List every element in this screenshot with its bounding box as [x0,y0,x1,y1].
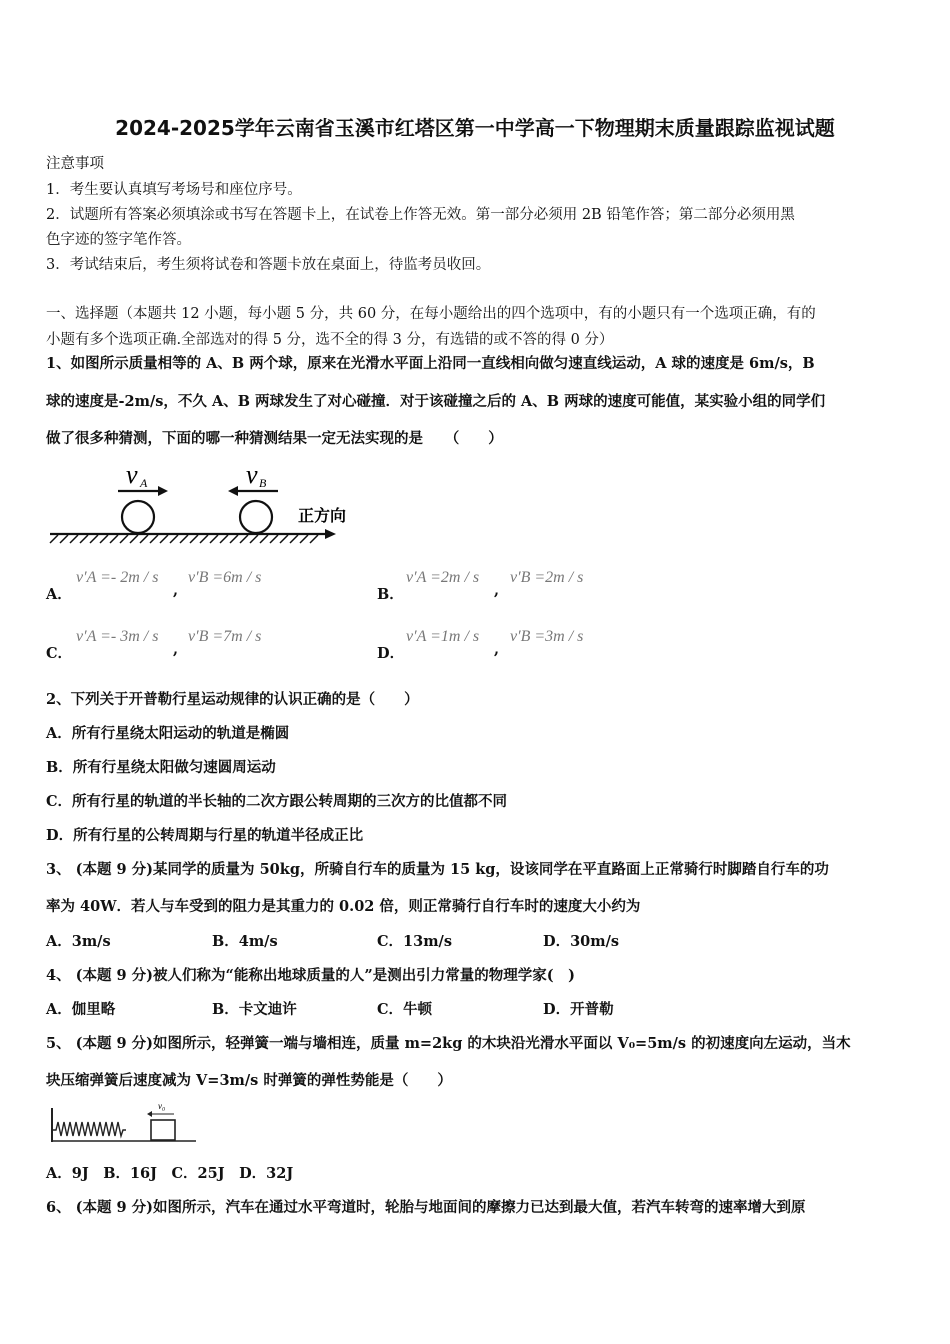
option-math: v′A =- 3m / s [76,628,159,645]
arrowhead-left-icon [228,486,238,496]
question-1-stem: 1、如图所示质量相等的 A、B 两个球，原来在光滑水平面上沿同一直线相向做匀速直线运动，A 球的速度是 6m/s，B [46,355,815,372]
option-letter: D． [377,645,405,662]
question-1-stem: 做了很多种猜测，下面的哪一种猜测结果一定无法实现的是 （ ） [46,430,503,447]
question-1-stem: 球的速度是-2m/s，不久 A、B 两球发生了对心碰撞．对于该碰撞之后的 A、B 两球的速度可能值，某实验小组的同学们 [46,393,826,410]
question-2-stem: 2、下列关于开普勒行星运动规律的认识正确的是（ ） [46,691,419,708]
question-4-option: D．开普勒 [543,1001,614,1018]
velocity-b-label [246,460,267,490]
question-2-option: A．所有行星绕太阳运动的轨道是椭圆 [46,725,290,742]
section-heading: 一、选择题（本题共 12 小题，每小题 5 分，共 60 分，在每小题给出的四个选项中，有的小题只有一个选项正确，有的 [46,306,816,322]
option-math: v′A =2m / s [406,569,480,586]
ground-hatching [50,535,318,543]
svg-text:A: A [140,476,148,490]
question-4-option: B．卡文迪许 [212,1001,297,1018]
block [151,1120,175,1140]
section-heading: 小题有多个选项正确.全部选对的得 5 分，选不全的得 3 分，有选错的或不答的得 0 分） [46,332,614,348]
question-4-stem: 4、 (本题 9 分)被人们称为“能称出地球质量的人”是测出引力常量的物理学家( ) [46,967,575,984]
option-math: v′B =2m / s [510,569,584,586]
option-math: v′A =- 2m / s [76,569,159,586]
question-5-stem: 块压缩弹簧后速度减为 V=3m/s 时弹簧的弹性势能是（ ） [46,1072,452,1089]
question-4-option: A．伽里略 [46,1001,116,1018]
option-letter: A． [46,586,72,603]
option-math: v′B =6m / s [188,569,262,586]
v0-label: v₀ [158,1101,166,1111]
svg-text:v: v [126,460,138,489]
question-5-stem: 5、 (本题 9 分)如图所示，轻弹簧一端与墙相连，质量 m=2kg 的木块沿光滑水平面以 V₀=5m/s 的初速度向左运动，当木 [46,1035,851,1052]
notice-item: 色字迹的签字笔作答。 [46,232,191,248]
notice-item: 1．考生要认真填写考场号和座位序号。 [46,182,302,198]
question-3-option: A．3m/s [46,933,111,950]
question-6-stem: 6、 (本题 9 分)如图所示，汽车在通过水平弯道时，轮胎与地面间的摩擦力已达到最大值，若汽车转弯的速率增大到原 [46,1199,806,1216]
svg-text:B: B [259,476,267,490]
arrowhead-left-icon [147,1111,152,1117]
option-letter: C． [46,645,73,662]
direction-label: 正方向 [298,506,347,525]
question-5-options: A．9J B．16J C．25J D．32J [46,1165,294,1182]
option-math: v′B =7m / s [188,628,262,645]
notice-item: 2．试题所有答案必须填涂或书写在答题卡上，在试卷上作答无效。第一部分必须用 2B 铅笔作答；第二部分必须用黑 [46,207,795,223]
positive-direction-arrow-icon [325,529,336,539]
ball-a [122,501,154,533]
question-3-stem: 3、 (本题 9 分)某同学的质量为 50kg，所骑自行车的质量为 15 kg，设该同学在平直路面上正常骑行时脚踏自行车的功 [46,861,829,878]
option-math: v′A =1m / s [406,628,480,645]
question-3-stem: 率为 40W．若人与车受到的阻力是其重力的 0.02 倍，则正常骑行自行车时的速度大小约为 [46,898,641,915]
question-3-option: D．30m/s [543,933,620,950]
question-3-option: C．13m/s [377,933,453,950]
separator: , [173,582,179,599]
notice-item: 3．考试结束后，考生须将试卷和答题卡放在桌面上，待监考员收回。 [46,257,491,273]
question-2-option: C．所有行星的轨道的半长轴的二次方跟公转周期的三次方的比值都不同 [46,793,508,810]
separator: , [494,641,500,658]
question-2-option: B．所有行星绕太阳做匀速圆周运动 [46,759,276,776]
question-4-option: C．牛顿 [377,1001,433,1018]
question-3-option: B．4m/s [212,933,278,950]
notice-heading: 注意事项 [46,156,104,172]
collision-figure [46,455,366,547]
page-title: 2024-2025学年云南省玉溪市红塔区第一中学高一下物理期末质量跟踪监视试题 [115,116,835,140]
ball-b [240,501,272,533]
option-letter: B． [377,586,404,603]
option-math: v′B =3m / s [510,628,584,645]
spring [52,1122,126,1136]
spring-figure [46,1100,198,1146]
velocity-a-label [126,460,148,490]
svg-text:v: v [246,460,258,489]
separator: , [173,641,179,658]
question-2-option: D．所有行星的公转周期与行星的轨道半径成正比 [46,827,364,844]
arrowhead-right-icon [158,486,168,496]
separator: , [494,582,500,599]
